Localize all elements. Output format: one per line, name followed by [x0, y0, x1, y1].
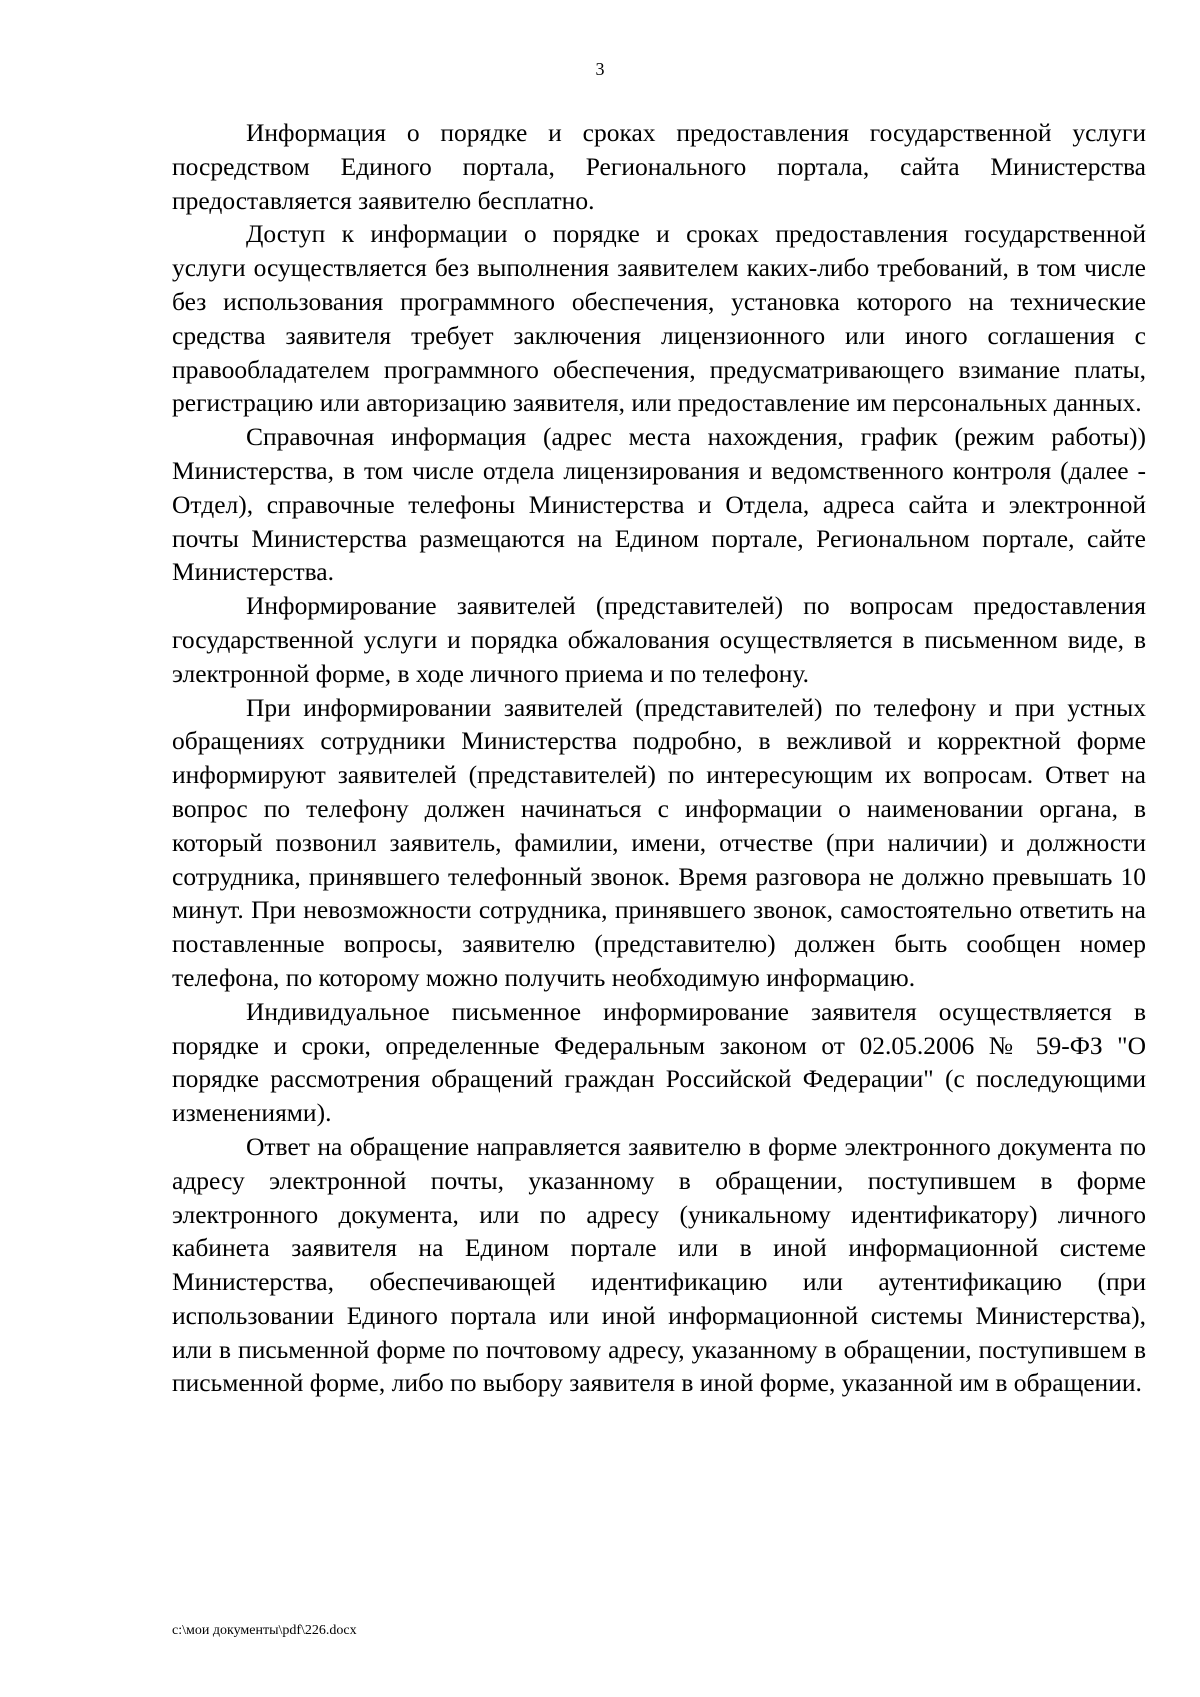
- paragraph-informing-methods: Информирование заявителей (представителей) по вопросам предоставления государственной услуги и порядка обжалования осуществляется в письменном виде, в электронной форме, в ходе личного приема и по телефону.: [172, 591, 1146, 688]
- footer-file-path: c:\мои документы\pdf\226.docx: [172, 1623, 357, 1638]
- paragraph-response-delivery: Ответ на обращение направляется заявителю в форме электронного документа по адресу электронной почты, указанному в обращении, поступившем в форме электронного документа, или по адресу (уникальному идентификатору) личного кабинета заявителя на Едином портале или в иной информационной системе Министерства, обеспечивающей идентификацию или аутентификацию (при использовании Единого портала или иной информационной системы Министерства), или в письменной форме по почтовому адресу, указанному в обращении, поступившем в письменной форме, либо по выбору заявителя в иной форме, указанной им в обращении.: [172, 1131, 1146, 1398]
- page-number: 3: [595, 59, 605, 79]
- paragraph-info-free: Информация о порядке и сроках предоставления государственной услуги посредством Единого портала, Регионального портала, сайта Министерства предоставляется заявителю бесплатно.: [172, 118, 1146, 215]
- paragraph-written-informing: Индивидуальное письменное информирование заявителя осуществляется в порядке и сроки, определенные Федеральным законом от 02.05.2006 № 59-ФЗ "О порядке рассмотрения обращений граждан Российской Федерации" (с последующими изменениями).: [172, 996, 1146, 1128]
- paragraph-phone-informing: При информировании заявителей (представителей) по телефону и при устных обращениях сотрудники Министерства подробно, в вежливой и корректной форме информируют заявителей (представителей) по интересующим их вопросам. Ответ на вопрос по телефону должен начинаться с информации о наименовании органа, в который позвонил заявитель, фамилии, имени, отчестве (при наличии) и должности сотрудника, принявшего телефонный звонок. Время разговора не должно превышать 10 минут. При невозможности сотрудника, принявшего звонок, самостоятельно ответить на поставленные вопросы, заявителю (представителю) должен быть сообщен номер телефона, по которому можно получить необходимую информацию.: [172, 692, 1146, 992]
- document-body: [172, 116, 1146, 1400]
- paragraph-reference-info: Справочная информация (адрес места нахождения, график (режим работы)) Министерства, в том числе отдела лицензирования и ведомственного контроля (далее - Отдел), справочные телефоны Министерства и Отдела, адреса сайта и электронной почты Министерства размещаются на Едином портале, Региональном портале, сайте Министерства.: [172, 422, 1146, 587]
- paragraph-access-conditions: Доступ к информации о порядке и сроках предоставления государственной услуги осуществляется без выполнения заявителем каких-либо требований, в том числе без использования программного обеспечения, установка которого на технические средства заявителя требует заключения лицензионного или иного соглашения с правообладателем программного обеспечения, предусматривающего взимание платы, регистрацию или авторизацию заявителя, или предоставление им персональных данных.: [172, 219, 1146, 418]
